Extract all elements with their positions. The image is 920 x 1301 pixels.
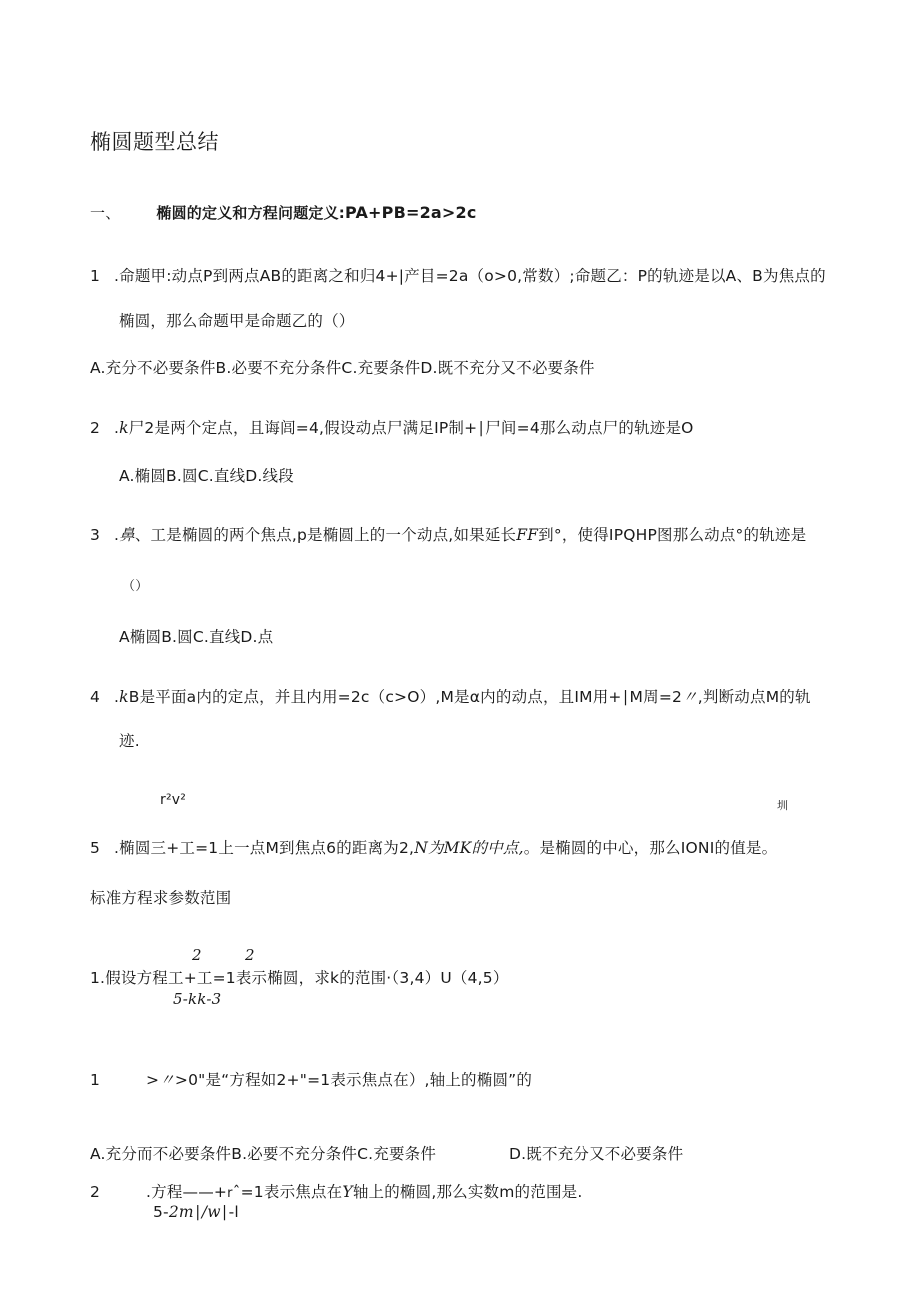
question-1-line-1 bbox=[90, 266, 826, 286]
question-1-line-2: 椭圆，那么命题甲是命题乙的（） bbox=[119, 312, 355, 330]
question-1-options: A.充分不必要条件B.必要不充分条件C.充要条件D.既不充分又不必要条件 bbox=[90, 359, 595, 377]
question-number: 2 bbox=[90, 419, 101, 437]
problem-text-small: r bbox=[227, 1186, 233, 1201]
question-3-line-1 bbox=[90, 525, 806, 545]
question-text: ,判断动点M的轨 bbox=[697, 688, 811, 706]
question-text-italic: k bbox=[119, 419, 129, 437]
question-number: 5 bbox=[90, 839, 101, 857]
question-text: B是平面a内的定点，并且内用=2c（c>O）,M是α内的动点，且IM用+∣M周=2 bbox=[128, 688, 683, 706]
problem-1-sup-right: 2 bbox=[245, 946, 255, 964]
problem-text: ˆ=1表示焦点在 bbox=[232, 1183, 343, 1201]
problem-2-line bbox=[90, 1070, 532, 1090]
question-5-line-1 bbox=[90, 838, 777, 858]
question-text: 到°，使得IPQHP图那么动点°的轨迹是 bbox=[538, 526, 807, 544]
subsection-heading: 标准方程求参数范围 bbox=[90, 889, 232, 907]
problem-text-italic: Y bbox=[342, 1183, 353, 1201]
problem-3-line bbox=[90, 1182, 582, 1204]
denominator-text: ∣-l bbox=[220, 1203, 239, 1221]
question-5-superscript: r²v² bbox=[160, 792, 187, 808]
question-text: . bbox=[114, 688, 120, 706]
question-number: 3 bbox=[90, 526, 101, 544]
section-heading-text: 椭圆的定义和方程问题定义: bbox=[156, 204, 346, 222]
problem-1-denominator: 5-kk-3 bbox=[173, 990, 222, 1008]
denominator-text-italic: /w bbox=[201, 1203, 221, 1221]
problem-text-italic: 〃 bbox=[159, 1071, 175, 1089]
question-text-italic: FF bbox=[516, 526, 539, 544]
question-text-italic: N为MK的中点, bbox=[414, 839, 524, 857]
problem-text: .方程——+ bbox=[146, 1183, 228, 1201]
problem-text: > bbox=[146, 1071, 160, 1089]
page-title: 椭圆题型总结 bbox=[90, 130, 219, 154]
section-heading bbox=[90, 203, 477, 223]
denominator-text-italic: 2m bbox=[168, 1203, 194, 1221]
question-text-italic: 〃 bbox=[682, 688, 698, 706]
question-text: .命题甲:动点P到两点AB的距离之和归4+|产目=2a（o>0,常数）;命题乙：P的轨迹是以A、B为焦点的 bbox=[114, 267, 826, 285]
section-number: 一、 bbox=[90, 204, 121, 222]
question-text: . bbox=[114, 419, 120, 437]
problem-2-options-left: A.充分而不必要条件B.必要不充分条件C.充要条件 bbox=[90, 1145, 437, 1163]
problem-number: 1 bbox=[90, 1071, 101, 1089]
question-text: . bbox=[114, 526, 120, 544]
denominator-text: ∣ bbox=[193, 1203, 202, 1221]
question-text-italic: 鼻 bbox=[119, 526, 135, 544]
problem-1-line: 1.假设方程工+工=1表示椭圆，求k的范围·（3,4）U（4,5） bbox=[90, 969, 509, 987]
question-text: 尸2是两个定点，且诲闾=4,假设动点尸满足IP制+∣尸间=4那么动点尸的轨迹是O bbox=[128, 419, 694, 437]
question-text-italic: k bbox=[119, 688, 129, 706]
problem-2-options-right: D.既不充分又不必要条件 bbox=[509, 1145, 684, 1163]
denominator-text: 5- bbox=[153, 1203, 169, 1221]
question-3-options: A椭圆B.圆C.直线D.点 bbox=[119, 628, 274, 646]
problem-text: >0"是“方程如2+"=1表示焦点在）,轴上的椭圆”的 bbox=[174, 1071, 533, 1089]
problem-number: 2 bbox=[90, 1183, 101, 1201]
problem-1-sup-left: 2 bbox=[192, 946, 202, 964]
question-2-line-1 bbox=[90, 418, 694, 438]
section-formula: PA+PB=2a>2c bbox=[345, 203, 477, 222]
question-4-line-1 bbox=[90, 687, 811, 707]
question-4-line-2: 迹. bbox=[119, 732, 140, 750]
question-number: 4 bbox=[90, 688, 101, 706]
problem-text: 轴上的椭圆,那么实数m的范围是. bbox=[352, 1183, 583, 1201]
question-text: 、工是椭圆的两个焦点,p是椭圆上的一个动点,如果延长 bbox=[134, 526, 517, 544]
question-5-right-mark: 圳 bbox=[777, 799, 789, 812]
question-number: 1 bbox=[90, 267, 101, 285]
question-2-options: A.椭圆B.圆C.直线D.线段 bbox=[119, 467, 294, 485]
problem-3-denominator bbox=[153, 1202, 239, 1222]
question-text: 。是椭圆的中心，那么IONI的值是。 bbox=[523, 839, 778, 857]
question-text: .椭圆三+工=1上一点M到焦点6的距离为2, bbox=[114, 839, 415, 857]
question-3-paren: （） bbox=[122, 579, 149, 594]
